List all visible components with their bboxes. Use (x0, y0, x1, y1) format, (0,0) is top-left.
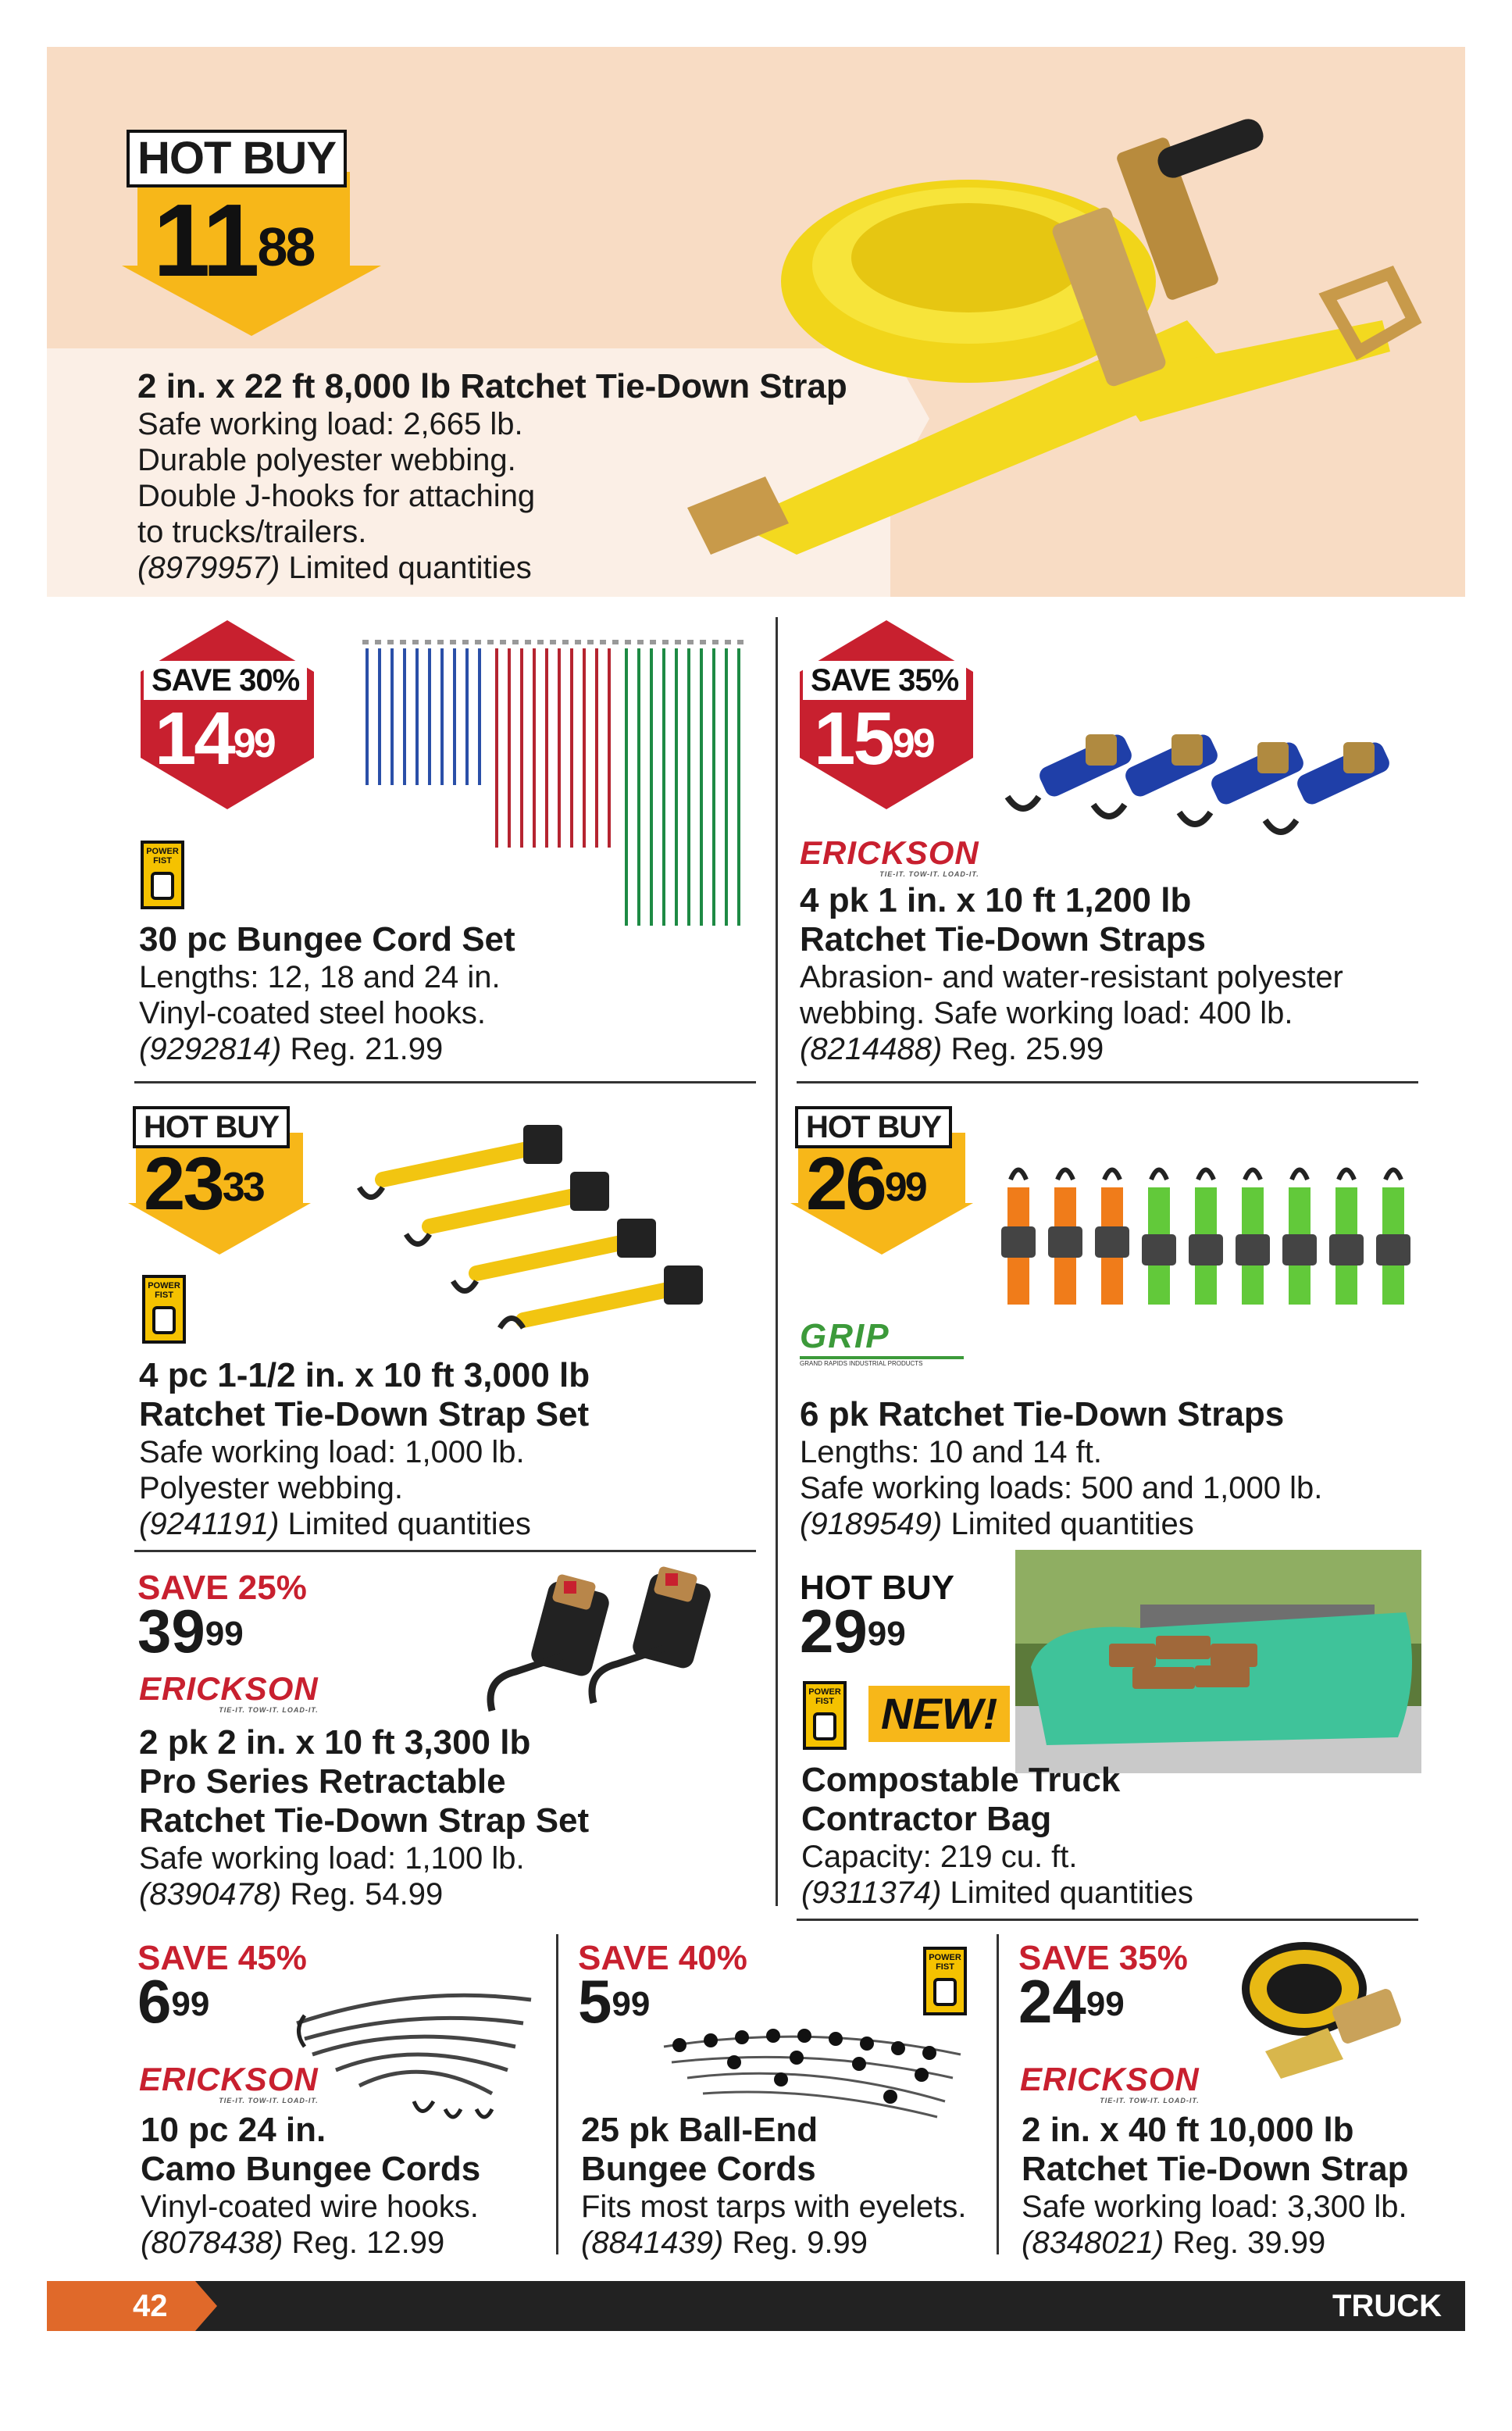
hero-title: 2 in. x 22 ft 8,000 lb Ratchet Tie-Down Strap (137, 367, 847, 405)
sale-price: $39^{99}$ (137, 1597, 244, 1665)
product-text (139, 920, 733, 1067)
power-fist-logo: POWER FIST (923, 1947, 967, 2015)
product-text (139, 1356, 748, 1542)
hero-hot-buy-badge (122, 125, 380, 336)
save-label: SAVE 30% (144, 661, 307, 700)
product-title: Pro Series Retractable (139, 1762, 506, 1801)
product-title: 4 pc 1-1/2 in. x 10 ft 3,000 lb (139, 1356, 590, 1394)
power-fist-logo: POWER FIST (141, 841, 184, 909)
reg-price: Reg. 54.99 (290, 1877, 444, 1912)
hot-buy-label: HOT BUY (133, 1106, 290, 1148)
erickson-logo: ERICKSON TIE-IT. TOW-IT. LOAD-IT. (139, 2061, 319, 2104)
erickson-logo: ERICKSON TIE-IT. TOW-IT. LOAD-IT. (1020, 2061, 1200, 2104)
hero-line: Double J-hooks for attaching (137, 479, 536, 513)
product-line: Safe working load: 3,300 lb. (1022, 2190, 1407, 2224)
sku: (9311374) (801, 1876, 942, 1910)
product-text (141, 2111, 547, 2261)
sku: (9292814) (139, 1032, 282, 1066)
sale-price: $6^{99}$ (137, 1967, 210, 2036)
hot-buy-label: HOT BUY (795, 1106, 952, 1148)
save-label: SAVE 45% (137, 1939, 307, 1977)
product-text (139, 1723, 756, 1912)
sku: (8390478) (139, 1877, 282, 1912)
product-line: Vinyl-coated steel hooks. (139, 996, 486, 1030)
product-title: Compostable Truck (801, 1761, 1121, 1799)
bungee-cord-set-image (359, 633, 765, 961)
sku: (9189549) (800, 1507, 943, 1541)
page-number: 42 (133, 2289, 168, 2323)
vertical-divider (776, 617, 778, 1906)
product-line: Abrasion- and water-resistant polyester (800, 960, 1343, 994)
ratchet-straps-4pk-image (992, 703, 1429, 844)
product-line: Safe working loads: 500 and 1,000 lb. (800, 1471, 1323, 1505)
sale-price: $14^{99}$ (155, 697, 274, 780)
save-label: SAVE 25% (137, 1569, 307, 1607)
grip-logo: GRIP GRAND RAPIDS INDUSTRIAL PRODUCTS (800, 1319, 979, 1381)
page-number-tab (47, 2281, 195, 2331)
product-title: 2 in. x 40 ft 10,000 lb (1022, 2111, 1354, 2149)
product-text (581, 2111, 987, 2261)
ratchet-strap-set-image (351, 1109, 765, 1336)
reg-price: Reg. 39.99 (1172, 2226, 1326, 2260)
product-line: Vinyl-coated wire hooks. (141, 2190, 479, 2224)
hero-text (137, 367, 887, 586)
reg-price: Reg. 25.99 (950, 1032, 1104, 1066)
hot-buy-badge (128, 1101, 316, 1258)
product-title: 6 pk Ratchet Tie-Down Straps (800, 1395, 1285, 1433)
hero-note: Limited quantities (288, 551, 532, 585)
product-line: Polyester webbing. (139, 1471, 403, 1505)
horizontal-divider (797, 1081, 1418, 1083)
power-fist-logo: POWER FIST (142, 1275, 186, 1344)
product-title: 30 pc Bungee Cord Set (139, 920, 515, 958)
product-line: Safe working load: 1,100 lb. (139, 1841, 525, 1876)
sku: (9241191) (139, 1507, 280, 1541)
power-fist-logo: POWER FIST (803, 1681, 847, 1750)
product-title: Ratchet Tie-Down Straps (800, 920, 1206, 958)
product-title: Ratchet Tie-Down Strap Set (139, 1801, 590, 1840)
hot-buy-badge (790, 1101, 978, 1258)
sale-price: $24^{99}$ (1018, 1967, 1125, 2036)
product-line: Safe working load: 1,000 lb. (139, 1435, 525, 1469)
new-badge: NEW! (868, 1686, 1010, 1742)
horizontal-divider (134, 1081, 756, 1083)
product-text (801, 1761, 1457, 1911)
save-badge (137, 617, 317, 812)
vertical-divider (556, 1934, 558, 2254)
sku: (8214488) (800, 1032, 943, 1066)
product-title: 10 pc 24 in. (141, 2111, 326, 2149)
page-number-arrow (195, 2281, 217, 2331)
product-title: Camo Bungee Cords (141, 2150, 481, 2188)
camo-bungee-cords-image (289, 1969, 539, 2125)
product-title: 2 pk 2 in. x 10 ft 3,300 lb (139, 1723, 531, 1762)
hot-buy-label: HOT BUY (127, 130, 347, 187)
save-label: SAVE 35% (1018, 1939, 1188, 1977)
product-title: Bungee Cords (581, 2150, 816, 2188)
vertical-divider (997, 1934, 999, 2254)
product-title: Ratchet Tie-Down Strap Set (139, 1395, 590, 1433)
product-title: 4 pk 1 in. x 10 ft 1,200 lb (800, 881, 1192, 919)
erickson-logo: ERICKSON TIE-IT. TOW-IT. LOAD-IT. (800, 834, 979, 878)
hot-buy-label: HOT BUY (800, 1569, 954, 1607)
note: Limited quantities (950, 1876, 1193, 1910)
sale-price: $15^{99}$ (814, 697, 933, 780)
product-title: Ratchet Tie-Down Strap (1022, 2150, 1409, 2188)
hero-line: Durable polyester webbing. (137, 443, 516, 477)
horizontal-divider (797, 1919, 1418, 1921)
product-text (800, 1395, 1456, 1542)
sale-price: $26^{99}$ (806, 1142, 925, 1226)
sku: (8348021) (1022, 2226, 1164, 2260)
reg-price: Reg. 9.99 (732, 2226, 868, 2260)
product-line: Fits most tarps with eyelets. (581, 2190, 967, 2224)
sale-price: $29^{99}$ (800, 1597, 906, 1665)
product-line: Capacity: 219 cu. ft. (801, 1840, 1078, 1874)
hero-line: Safe working load: 2,665 lb. (137, 407, 523, 441)
save-badge (797, 617, 976, 812)
product-text (800, 881, 1456, 1067)
footer-bar (47, 2281, 1465, 2331)
retractable-strap-set-image (453, 1562, 750, 1719)
contractor-bag-photo (1015, 1550, 1421, 1773)
section-label: TRUCK (1332, 2289, 1442, 2323)
ball-end-bungee-image (656, 2023, 968, 2125)
hero-line: to trucks/trailers. (137, 515, 367, 549)
product-title: Contractor Bag (801, 1800, 1052, 1838)
horizontal-divider (134, 1550, 756, 1552)
sku: (8078438) (141, 2226, 284, 2260)
product-text (1022, 2111, 1459, 2261)
product-line: webbing. Safe working load: 400 lb. (800, 996, 1293, 1030)
reg-price: Reg. 21.99 (290, 1032, 444, 1066)
sku: (8841439) (581, 2226, 724, 2260)
note: Limited quantities (287, 1507, 531, 1541)
hero-sku: (8979957) (137, 551, 280, 585)
reg-price: Reg. 12.99 (291, 2226, 445, 2260)
product-line: Lengths: 12, 18 and 24 in. (139, 960, 501, 994)
product-title: 25 pk Ball-End (581, 2111, 818, 2149)
save-label: SAVE 40% (578, 1939, 747, 1977)
product-line: Lengths: 10 and 14 ft. (800, 1435, 1102, 1469)
note: Limited quantities (950, 1507, 1194, 1541)
ratchet-straps-6pk-image (992, 1156, 1429, 1312)
erickson-logo: ERICKSON TIE-IT. TOW-IT. LOAD-IT. (139, 1670, 319, 1714)
hero-price: $11^{88}$ (153, 183, 314, 298)
sale-price: $5^{99}$ (578, 1967, 651, 2036)
save-label: SAVE 35% (803, 661, 966, 700)
ratchet-strap-40ft-image (1234, 1934, 1421, 2083)
sale-price: $23^{33}$ (144, 1142, 263, 1226)
